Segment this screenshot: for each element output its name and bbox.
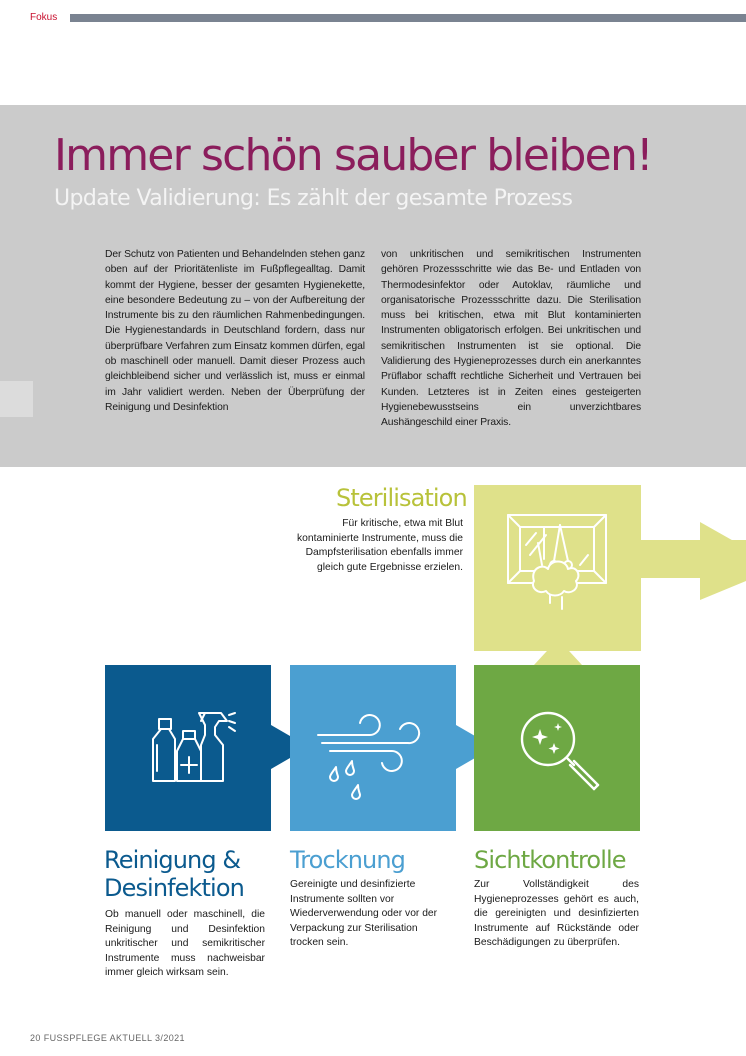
reinigung-heading: Reinigung & Desinfektion [104,846,244,902]
header-bar [70,14,746,22]
intro-text-column-2: von unkritischen und semikritischen Instrumenten gehören Prozessschritte wie das Be- und Entladen von Thermodesinfektor oder Autoklav, räumliche und organisatorische Prozessschritte dazu. Die Sterilisation muss bei kritischen, etwa mit Blut kontaminierten Instrumenten obligatorisch erfolgen. Bei unkritischen und semikritischen Instrumenten ist sie optional. Die Validierung des Hygieneprozesses durch ein anerkanntes Prüflabor schafft rechtliche Sicherheit und Vertrauen bei Kunden. Letzteres ist in Zeiten eines gesteigerten Hygienebewusstseins ein unverzichtbares Aushängeschild einer Praxis. [381,249,641,429]
side-tab [0,381,33,417]
trocknung-heading: Trocknung [290,846,406,874]
up-arrow-pointer [474,485,641,685]
sterilisation-text: Für kritische, etwa mit Blut kontaminierte Instrumente, muss die Dampfsterilisation ebenfalls immer gleich gute Ergebnisse erzielen. [297,518,463,573]
trocknung-box [290,665,456,831]
article-subtitle: Update Validierung: Es zählt der gesamte Prozess [54,186,573,211]
section-label: Fokus [30,12,58,23]
sichtkontrolle-heading: Sichtkontrolle [474,846,626,874]
sichtkontrolle-text: Zur Vollständigkeit des Hygieneprozesses gehört es auch, die gereinigten und desinfizierten Instrumente auf Rückstände oder Beschädigungen zu überprüfen. [474,879,639,948]
wind-drops-icon [290,665,495,831]
page-footer: 20 FUSSPFLEGE AKTUELL 3/2021 [30,1033,185,1043]
sterilisation-box [474,485,641,651]
trocknung-text: Gereinigte und desinfizierte Instrumente sollten vor Wiederverwendung oder vor der Verpackung zur Sterilisation trocken sein. [290,879,438,948]
cleaning-bottles-icon [105,665,310,831]
sterilisation-heading: Sterilisation [336,484,467,512]
sichtkontrolle-box [474,665,640,831]
article-title: Immer schön sauber bleiben! [54,130,652,181]
reinigung-box [105,665,271,831]
reinigung-text: Ob manuell oder maschinell, die Reinigung und Desinfektion unkritischer und semikritischer Instrumente muss nachweisbar immer gleich wirksam sein. [105,909,265,978]
intro-text-column-1: Der Schutz von Patienten und Behandelnden stehen ganz oben auf der Prioritätenliste im Fußpflegealltag. Damit kommt der Hygiene, besser der gesamten Hygienekette, eine besondere Bedeutung zu – von der Aufbereitung der Instrumente bis zu den räumlichen Rahmenbedingungen. Die Hygienestandards in Deutschland fordern, dass nur überprüfbare Verfahren zum Einsatz kommen dürfen, egal ob maschinell oder manuell. Damit dieser Prozess auch gleichbleibend sicher und verlässlich ist, muss er einmal im Jahr validiert werden. Neben der Überprüfung der Reinigung und Desinfektion [105,249,365,413]
magnifier-icon [474,665,640,831]
